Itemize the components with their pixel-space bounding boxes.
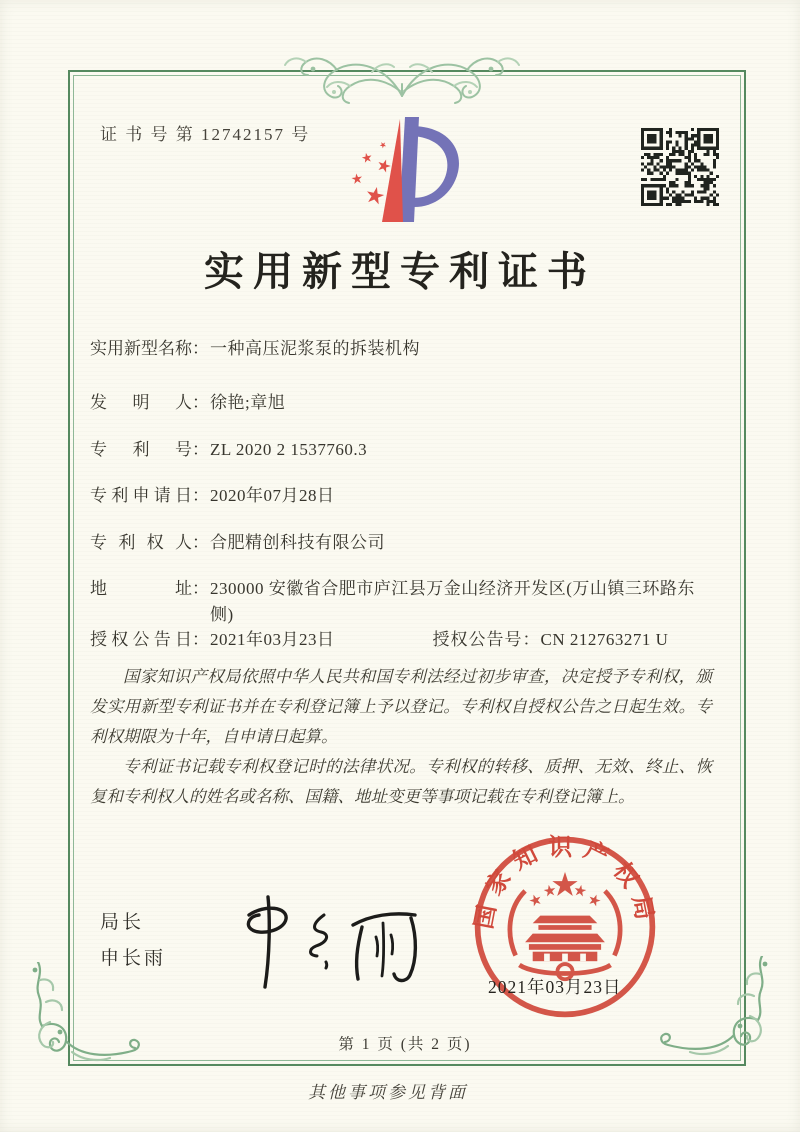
field-value-invention-name: 一种高压泥浆泵的拆装机构	[210, 339, 420, 358]
field-value-address: 230000 安徽省合肥市庐江县万金山经济开发区(万山镇三环路东侧)	[210, 579, 695, 625]
field-row-address: 地址 ： 230000 安徽省合肥市庐江县万金山经济开发区(万山镇三环路东侧)	[90, 576, 715, 629]
certificate-title: 实用新型专利证书	[204, 249, 596, 294]
page-number: 第 1 页 (共 2 页)	[338, 1036, 472, 1053]
seal-text: 国家知识产权局	[471, 834, 659, 932]
signer-name: 申长雨	[100, 948, 167, 970]
field-label: 授权公告日	[90, 630, 192, 649]
field-label: 专利号	[90, 440, 192, 459]
field-value-grant-number: CN 212763271 U	[540, 630, 669, 649]
field-row-name: 实用新型名称 ： 一种高压泥浆泵的拆装机构	[90, 336, 715, 362]
field-row-inventor: 发明人 ： 徐艳;章旭	[90, 390, 715, 416]
field-row-grant: 授权公告日 ： 2021年03月23日 授权公告号 ： CN 212763271 U	[90, 627, 715, 653]
field-row-patent-number: 专利号 ： ZL 2020 2 1537760.3	[90, 437, 715, 463]
back-side-note: 其他事项参见背面	[308, 1083, 468, 1102]
signer-title: 局长	[100, 912, 145, 933]
field-value-inventor: 徐艳;章旭	[210, 393, 286, 412]
qr-code	[641, 128, 719, 206]
legal-paragraph-2: 专利证书记载专利权登记时的法律状况。专利权的转移、质押、无效、终止、恢复和专利权人的姓名或名称、国籍、地址变更等事项记载在专利登记簿上。	[90, 757, 712, 807]
field-value-patent-number: ZL 2020 2 1537760.3	[210, 440, 368, 459]
legal-paragraph-1: 国家知识产权局依照中华人民共和国专利法经过初步审查，决定授予专利权，颁发实用新型专利证书并在专利登记簿上予以登记。专利权自授权公告之日起生效。专利权期限为十年，自申请日起算。	[90, 667, 712, 747]
certificate-number: 证 书 号 第 12742157 号	[100, 125, 311, 144]
field-row-patentee: 专利权人 ： 合肥精创科技有限公司	[90, 530, 715, 556]
signature-icon	[225, 885, 430, 995]
field-label: 授权公告号	[432, 630, 523, 649]
signer-block	[100, 905, 166, 977]
field-label: 发明人	[90, 393, 192, 412]
field-label: 专利权人	[90, 533, 192, 552]
field-value-filing-date: 2020年07月28日	[210, 486, 335, 505]
field-value-patentee: 合肥精创科技有限公司	[210, 533, 385, 552]
field-value-grant-date: 2021年03月23日	[210, 630, 335, 649]
field-label: 地址	[90, 579, 192, 598]
field-label: 专利申请日	[90, 486, 192, 505]
legal-text	[90, 662, 712, 812]
cnipa-logo-icon	[337, 110, 467, 228]
field-row-filing-date: 专利申请日 ： 2020年07月28日	[90, 483, 715, 509]
field-label: 实用新型名称	[90, 339, 192, 358]
seal-date: 2021年03月23日	[488, 977, 622, 997]
